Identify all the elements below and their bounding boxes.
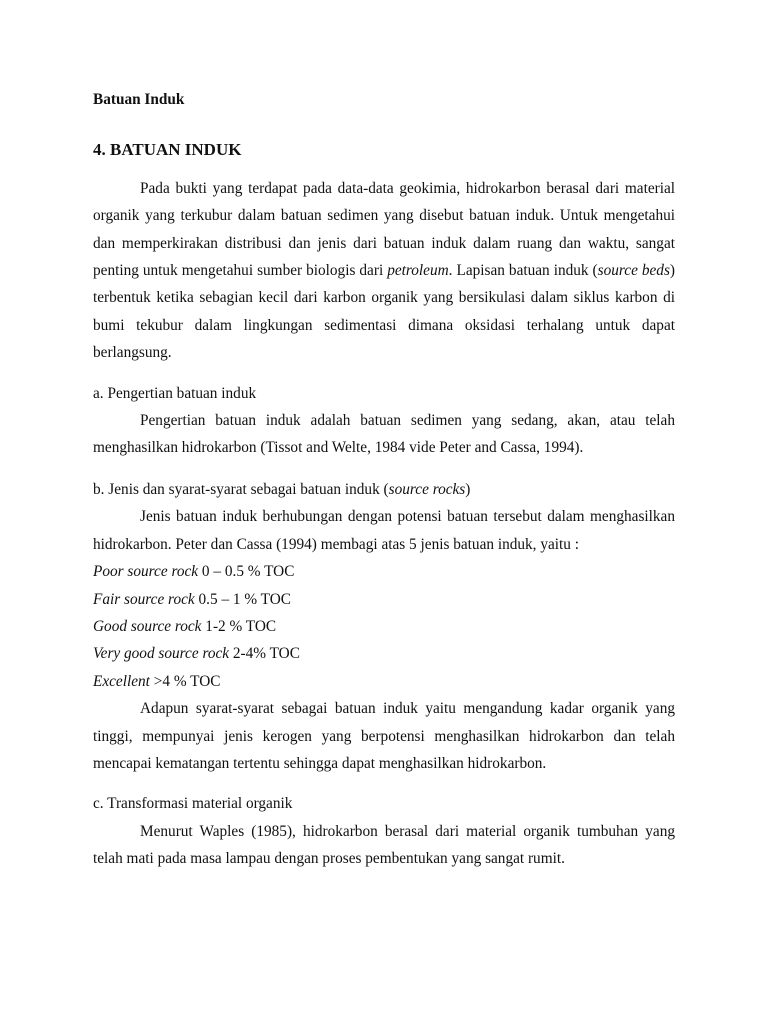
rock-type-very-good	[93, 640, 675, 667]
section-b-heading-italic: source rocks	[388, 480, 466, 498]
document-title: Batuan Induk	[93, 91, 185, 108]
rock-type-name: Very good source rock	[93, 645, 230, 663]
intro-italic-source-beds: source beds	[597, 262, 670, 280]
rock-type-name: Good source rock	[93, 617, 202, 635]
section-a-paragraph: Pengertian batuan induk adalah batuan sedimen yang sedang, akan, atau telah menghasilkan hidrokarbon (Tissot and Welte, 1984 vide Peter and Cassa, 1994).	[93, 412, 675, 457]
rock-type-name: Poor source rock	[93, 563, 199, 581]
rock-type-name: Excellent	[93, 672, 150, 690]
rock-type-excellent	[93, 668, 675, 695]
intro-text-3: ) terbentuk ketika sebagian kecil dari karbon organik yang bersikulasi dalam siklus karbon di bumi tekubur dalam lingkungan sedimentasi dimana oksidasi terhalang untuk dapat berlangsung.	[93, 262, 676, 362]
section-b-heading-suffix: )	[465, 480, 471, 498]
rock-type-value: 1-2 % TOC	[201, 617, 277, 635]
intro-paragraph	[93, 175, 675, 367]
rock-type-value: 0 – 0.5 % TOC	[198, 563, 295, 581]
intro-text-2: . Lapisan batuan induk (	[448, 262, 598, 280]
rock-type-value: 2-4% TOC	[229, 645, 300, 663]
rock-type-poor	[93, 558, 675, 585]
rock-type-value: 0.5 – 1 % TOC	[194, 590, 291, 608]
rock-type-value: >4 % TOC	[149, 672, 221, 690]
section-b-heading	[93, 476, 675, 503]
section-b-paragraph-1: Jenis batuan induk berhubungan dengan potensi batuan tersebut dalam menghasilkan hidrokarbon. Peter dan Cassa (1994) membagi atas 5 jenis batuan induk, yaitu :	[93, 508, 675, 553]
rock-type-name: Fair source rock	[93, 590, 195, 608]
section-c-heading: c. Transformasi material organik	[93, 795, 293, 813]
document-body	[93, 86, 675, 873]
intro-text-1: Pada bukti yang terdapat pada data-data geokimia, hidrokarbon berasal dari material organik yang terkubur dalam batuan sedimen yang disebut batuan induk. Untuk mengetahui dan memperkirakan distribusi dan jenis dari batuan induk dalam ruang dan waktu, sangat penting untuk mengetahui sumber biologis dari	[93, 179, 675, 280]
rock-type-fair	[93, 586, 675, 613]
section-c-paragraph: Menurut Waples (1985), hidrokarbon berasal dari material organik tumbuhan yang telah mati pada masa lampau dengan proses pembentukan yang sangat rumit.	[93, 822, 675, 868]
rock-type-good	[93, 613, 675, 640]
intro-italic-petroleum: petroleum	[387, 262, 449, 280]
section-b-paragraph-2: Adapun syarat-syarat sebagai batuan induk yaitu mengandung kadar organik yang tinggi, mempunyai jenis kerogen yang berpotensi menghasilkan hidrokarbon dan telah mencapai kematangan tertentu sehingga dapat menghasilkan hidrokarbon.	[93, 700, 675, 772]
section-a-heading: a. Pengertian batuan induk	[93, 384, 257, 402]
section-heading: 4. BATUAN INDUK	[93, 140, 242, 160]
section-b-heading-prefix: b. Jenis dan syarat-syarat sebagai batuan induk (	[93, 480, 389, 498]
